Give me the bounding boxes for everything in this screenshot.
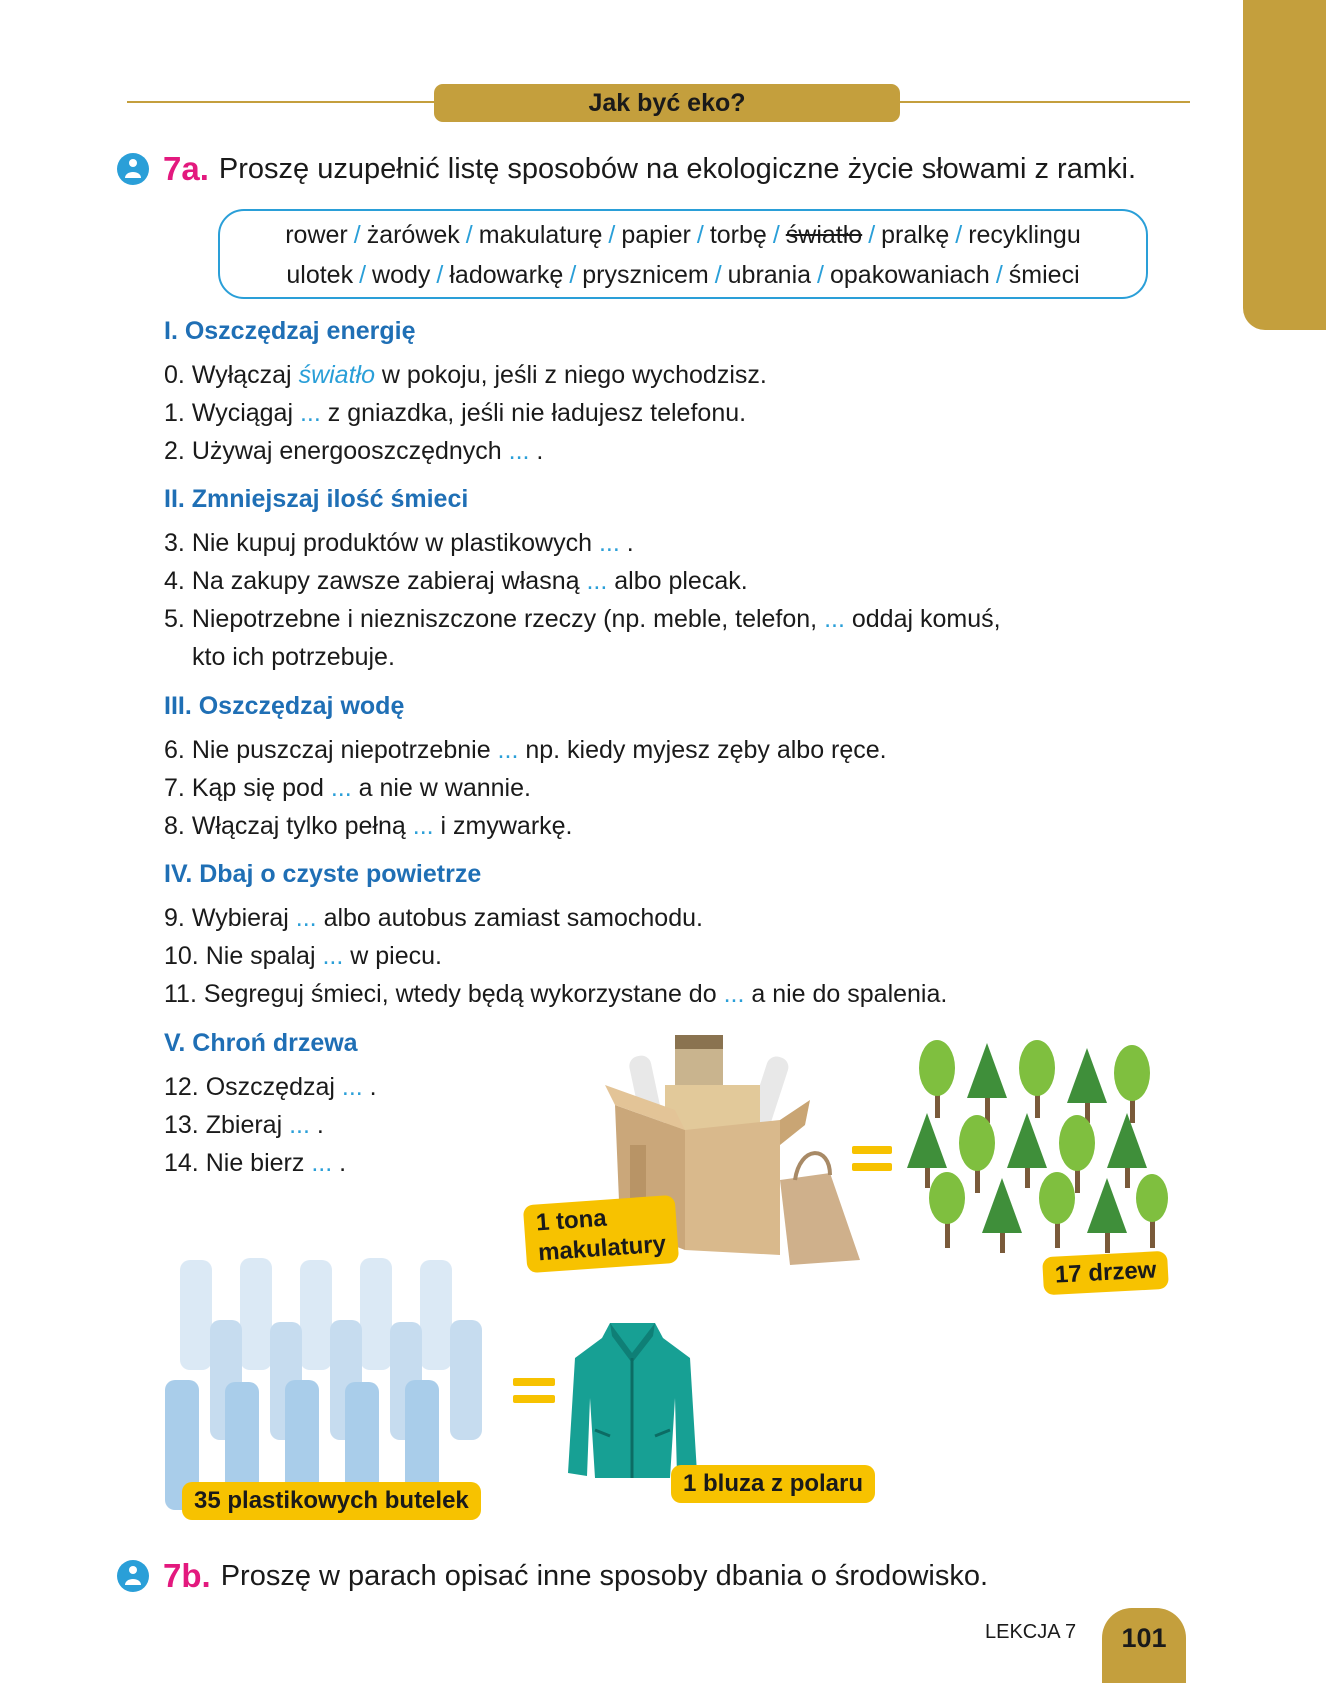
section-title: Jak być eko? xyxy=(434,84,900,122)
task-instruction: Proszę w parach opisać inne sposoby dbania o środowisko. xyxy=(220,1559,989,1592)
gap-blank: ... xyxy=(311,1149,333,1177)
word: wody xyxy=(372,261,431,289)
gap-blank: ... xyxy=(330,774,352,802)
list-item: 13. Zbieraj ... . xyxy=(164,1111,324,1139)
list-item: 11. Segreguj śmieci, wtedy będą wykorzystane do ... a nie do spalenia. xyxy=(164,980,948,1008)
bottles-label: 35 plastikowych butelek xyxy=(182,1482,481,1520)
list-item: 5. Niepotrzebne i niezniszczone rzeczy (np. meble, telefon, ... oddaj komuś, xyxy=(164,605,1001,633)
side-tab-decoration xyxy=(1243,0,1326,330)
word-box xyxy=(218,209,1148,299)
word-box-line-2: ulotek / wody / ładowarkę / prysznicem / ubrania / opakowaniach / śmieci xyxy=(286,261,1080,289)
list-item: 10. Nie spalaj ... w piecu. xyxy=(164,942,442,970)
task-instruction: Proszę uzupełnić listę sposobów na ekologiczne życie słowami z ramki. xyxy=(218,152,1136,185)
list-item: 14. Nie bierz ... . xyxy=(164,1149,347,1177)
gap-blank: ... xyxy=(299,399,321,427)
gap-blank: ... xyxy=(723,980,745,1008)
category-heading: III. Oszczędzaj wodę xyxy=(164,692,405,720)
list-item: 9. Wybieraj ... albo autobus zamiast samochodu. xyxy=(164,904,703,932)
task-number: 7b. xyxy=(163,1557,211,1594)
word: ładowarkę xyxy=(449,261,564,289)
task-7a-header xyxy=(117,150,1136,188)
category-heading: I. Oszczędzaj energię xyxy=(164,317,416,345)
gap-blank: ... xyxy=(497,736,519,764)
task-7b-header xyxy=(117,1557,988,1595)
list-item: 2. Używaj energooszczędnych ... . xyxy=(164,437,544,465)
category-heading: IV. Dbaj o czyste powietrze xyxy=(164,860,482,888)
list-item: 8. Włączaj tylko pełną ... i zmywarkę. xyxy=(164,812,573,840)
word: torbę xyxy=(709,221,767,249)
lesson-label: LEKCJA 7 xyxy=(985,1621,1077,1643)
word: pralkę xyxy=(881,221,950,249)
gap-blank: ... xyxy=(341,1073,363,1101)
word: śmieci xyxy=(1008,261,1080,289)
gap-blank: ... xyxy=(824,605,845,633)
word: żarówek xyxy=(366,221,460,249)
list-item: 0. Wyłączaj światło w pokoju, jeśli z niego wychodzisz. xyxy=(164,361,767,389)
word-used-example: światło xyxy=(785,221,863,249)
word: recyklingu xyxy=(968,221,1081,249)
list-item: 4. Na zakupy zawsze zabieraj własną ... albo plecak. xyxy=(164,567,748,595)
category-heading: V. Chroń drzewa xyxy=(164,1029,358,1057)
gap-blank: ... xyxy=(322,942,344,970)
list-item: 7. Kąp się pod ... a nie w wannie. xyxy=(164,774,531,802)
list-item: 1. Wyciągaj ... z gniazdka, jeśli nie ładujesz telefonu. xyxy=(164,399,747,427)
list-item-continuation: kto ich potrzebuje. xyxy=(192,643,395,671)
category-heading: II. Zmniejszaj ilość śmieci xyxy=(164,485,469,513)
pair-work-icon xyxy=(117,153,149,185)
word: makulaturę xyxy=(478,221,603,249)
gap-blank: ... xyxy=(295,904,317,932)
list-item: 12. Oszczędzaj ... . xyxy=(164,1073,377,1101)
task-number: 7a. xyxy=(163,150,209,187)
word: ubrania xyxy=(727,261,812,289)
word: rower xyxy=(285,221,348,249)
fleece-label: 1 bluza z polaru xyxy=(671,1465,875,1503)
word: ulotek xyxy=(286,261,354,289)
page-number: 101 xyxy=(1102,1608,1186,1683)
gap-blank: ... xyxy=(412,812,434,840)
word: papier xyxy=(621,221,691,249)
word: prysznicem xyxy=(582,261,709,289)
example-answer: światło xyxy=(298,361,375,389)
equals-icon xyxy=(513,1378,555,1404)
trees-illustration xyxy=(905,1038,1175,1258)
word-box-line-1: rower / żarówek / makulaturę / papier / torbę / światło / pralkę / recyklingu xyxy=(285,221,1081,249)
gap-blank: ... xyxy=(598,529,620,557)
fleece-jacket-illustration xyxy=(565,1318,700,1483)
gap-blank: ... xyxy=(586,567,608,595)
list-item: 6. Nie puszczaj niepotrzebnie ... np. kiedy myjesz zęby albo ręce. xyxy=(164,736,887,764)
paper-label: 1 tona makulatury xyxy=(523,1195,679,1273)
trees-label: 17 drzew xyxy=(1042,1251,1169,1296)
gap-blank: ... xyxy=(289,1111,310,1139)
gap-blank: ... xyxy=(508,437,530,465)
word: opakowaniach xyxy=(830,261,990,289)
equals-icon xyxy=(852,1146,892,1172)
pair-work-icon xyxy=(117,1560,149,1592)
list-item: 3. Nie kupuj produktów w plastikowych ... . xyxy=(164,529,634,557)
